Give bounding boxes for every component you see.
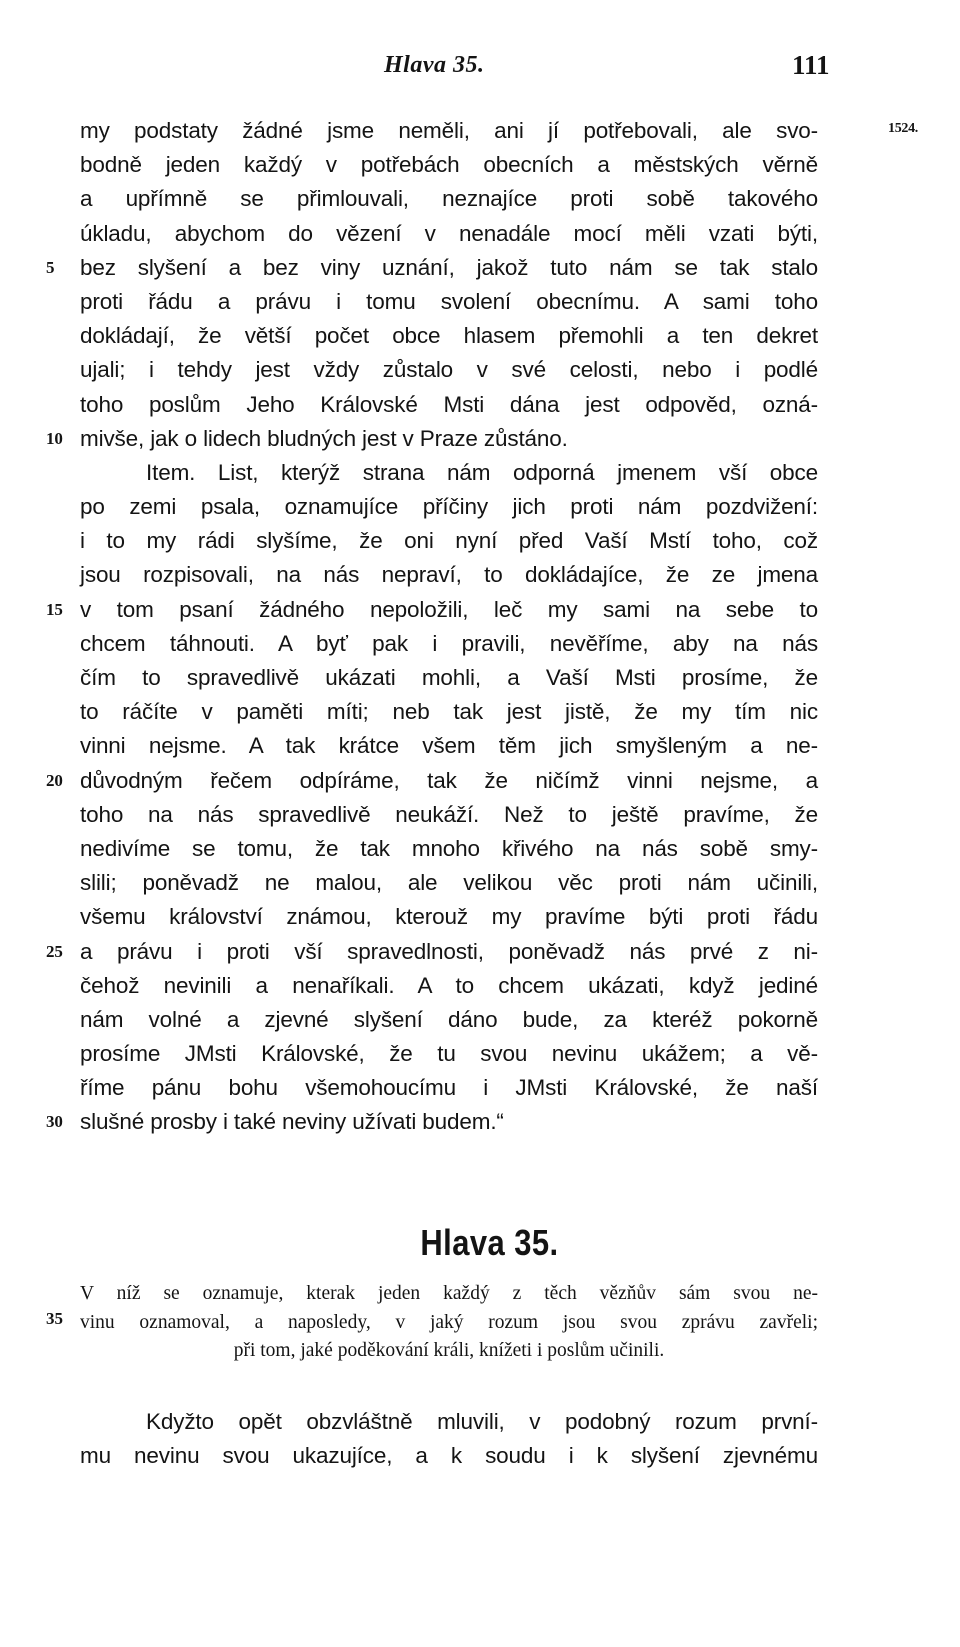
- text-line: [80, 900, 818, 934]
- line-text: po zemi psala, oznamujíce příčiny jich proti nám pozdvižení:: [80, 494, 818, 520]
- running-head-title: Hlava 35.: [384, 52, 485, 78]
- text-line: [80, 456, 818, 490]
- line-text: vinni nejsme. A tak krátce všem těm jich smyšleným a ne-: [80, 733, 818, 759]
- line-text: slili; poněvadž ne malou, ale velikou věc proti nám učinili,: [80, 870, 818, 896]
- text-line: [80, 1405, 818, 1439]
- line-text: Item. List, kterýž strana nám odporná jmenem vší obce: [146, 459, 818, 485]
- text-line: [80, 729, 818, 763]
- line-number: 15: [46, 599, 63, 619]
- text-line: [46, 764, 818, 798]
- line-text: mivše, jak o lidech bludných jest v Praze zůstáno.: [80, 425, 568, 451]
- text-line: [46, 593, 818, 627]
- main-text-block: [46, 114, 818, 1140]
- line-text: nedivíme se tomu, že tak mnoho křivého na nás sobě smy-: [80, 835, 818, 861]
- text-line: [80, 285, 818, 319]
- line-text: prosíme JMsti Královské, že tu svou nevinu ukážem; a vě-: [80, 1041, 818, 1067]
- line-text: proti řádu a právu i tomu svolení obecnímu. A sami toho: [80, 288, 818, 314]
- page-number: 111: [792, 50, 830, 80]
- text-line: [80, 695, 818, 729]
- line-number: 20: [46, 770, 63, 790]
- line-text: my podstaty žádné jsme neměli, ani jí potřebovali, ale svo-: [80, 118, 818, 143]
- line-text: jsou rozpisovali, na nás nepraví, to dokládajíce, že ze jmena: [80, 562, 818, 588]
- text-line: [46, 935, 818, 969]
- continuation-text-block: [80, 1405, 818, 1473]
- line-text: všemu království známou, kterouž my pravíme býti proti řádu: [80, 904, 818, 930]
- text-line: [80, 866, 818, 900]
- line-number: 30: [46, 1112, 63, 1132]
- line-text: bodně jeden každý v potřebách obecních a městských věrně: [80, 152, 818, 178]
- line-text: chcem táhnouti. A byť pak i pravili, nevěříme, aby na nás: [80, 630, 818, 656]
- line-number: 5: [46, 257, 55, 277]
- line-text: nám volné a zjevné slyšení dáno bude, za kteréž pokorně: [80, 1006, 818, 1032]
- line-text: vinu oznamoval, a naposledy, v jaký rozum jsou svou zprávu zavřeli;: [80, 1311, 818, 1333]
- text-line: [80, 1037, 818, 1071]
- line-number: 35: [46, 1308, 63, 1328]
- line-text: a upřímně se přimlouvali, neznajíce proti sobě takového: [80, 186, 818, 212]
- line-text: V níž se oznamuje, kterak jeden každý z těch vězňův sám svou ne-: [80, 1283, 818, 1304]
- text-line: [80, 661, 818, 695]
- line-text: bez slyšení a bez viny uznání, jakož tuto nám se tak stalo: [80, 254, 818, 280]
- line-text: ujali; i tehdy jest vždy zůstalo v své celosti, nebo i podlé: [80, 357, 818, 383]
- line-text: a právu i proti vší spravedlnosti, poněvadž nás prvé z ni-: [80, 938, 818, 964]
- text-line: [46, 1105, 818, 1139]
- line-text: dokládají, že větší počet obce hlasem přemohli a ten dekret: [80, 323, 818, 349]
- text-line: [80, 319, 818, 353]
- text-line: [46, 1308, 818, 1338]
- line-text: toho na nás spravedlivě neukáží. Než to ještě pravíme, že: [80, 801, 818, 827]
- text-line: [80, 832, 818, 866]
- line-text: i to my rádi slyšíme, že oni nyní před Vaší Mstí toho, což: [80, 528, 818, 554]
- line-text: čehož nevinili a nenaříkali. A to chcem ukázati, když jediné: [80, 972, 818, 998]
- text-line: [80, 524, 818, 558]
- text-line: [80, 1439, 818, 1473]
- line-number: 25: [46, 941, 63, 961]
- line-text: úkladu, abychom do vězení v nenadále mocí měli vzati býti,: [80, 220, 818, 246]
- line-text: důvodným řečem odpíráme, tak že ničímž vinni nejsme, a: [80, 767, 818, 793]
- text-line: [80, 798, 818, 832]
- line-text: při tom, jaké poděkování králi, knížeti i poslům učinili.: [233, 1340, 665, 1361]
- running-head: [0, 52, 960, 92]
- text-line: [80, 627, 818, 661]
- text-line: [46, 422, 818, 456]
- line-text: to ráčíte v paměti míti; neb tak jest jistě, že my tím nic: [80, 699, 818, 725]
- chapter-summary: [46, 1280, 818, 1366]
- line-text: čím to spravedlivě ukázati mohli, a Vaší Msti prosíme, že: [80, 665, 818, 690]
- line-text: říme pánu bohu všemohoucímu i JMsti Královské, že naší: [80, 1075, 818, 1101]
- text-line: [80, 1003, 818, 1037]
- text-line: [80, 1337, 818, 1366]
- text-line: [80, 388, 818, 422]
- text-line: [80, 217, 818, 251]
- line-text: mu nevinu svou ukazujíce, a k soudu i k slyšení zjevnému: [80, 1443, 818, 1469]
- line-text: Kdyžto opět obzvláštně mluvili, v podobný rozum první-: [146, 1409, 818, 1434]
- text-line: [80, 148, 818, 182]
- text-line: [80, 969, 818, 1003]
- line-text: v tom psaní žádného nepoložili, leč my sami na sebe to: [80, 596, 818, 622]
- text-line: [80, 114, 818, 148]
- text-line: [80, 182, 818, 216]
- line-number: 10: [46, 428, 63, 448]
- text-line: [80, 1071, 818, 1105]
- text-line: [80, 490, 818, 524]
- chapter-heading: Hlava 35.: [420, 1222, 559, 1263]
- text-line: [80, 558, 818, 592]
- line-text: slušné prosby i také neviny užívati budem.“: [80, 1109, 504, 1135]
- text-line: [80, 353, 818, 387]
- margin-year-note: 1524.: [888, 121, 919, 136]
- text-line: [80, 1280, 818, 1309]
- line-text: toho poslům Jeho Královské Msti dána jest odpověd, ozná-: [80, 391, 818, 417]
- text-line: [46, 251, 818, 285]
